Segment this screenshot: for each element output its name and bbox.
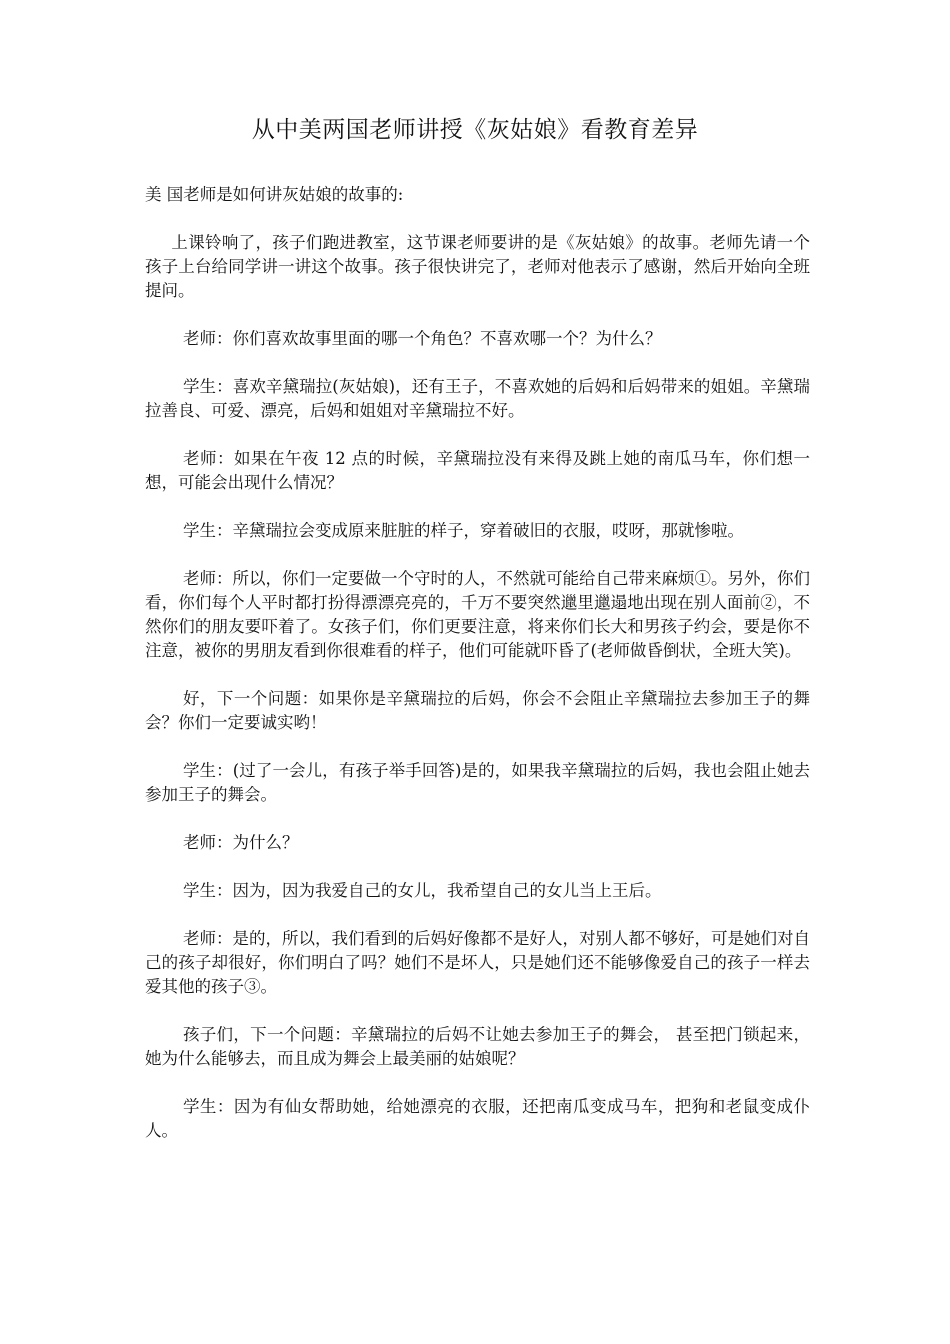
- paragraph-13: 学生：因为有仙女帮助她，给她漂亮的衣服，还把南瓜变成马车，把狗和老鼠变成仆人。: [145, 1097, 810, 1140]
- document-body: [145, 183, 810, 1167]
- paragraph-6: 老师：所以，你们一定要做一个守时的人，不然就可能给自己带来麻烦①。另外，你们看，你们每个人平时都打扮得漂漂亮亮的，千万不要突然邋里邋遢地出现在别人面前②，不然你们的朋友要吓着了。女孩子们，你们更要注意，将来你们长大和男孩子约会，要是你不注意，被你的男朋友看到你很难看的样子，他们可能就吓昏了(老师做昏倒状，全班大笑)。: [145, 569, 810, 660]
- document-title: 从中美两国老师讲授《灰姑娘》看教育差异: [251, 117, 699, 143]
- paragraph-1: 上课铃响了，孩子们跑进教室，这节课老师要讲的是《灰姑娘》的故事。老师先请一个孩子上台给同学讲一讲这个故事。孩子很快讲完了，老师对他表示了感谢，然后开始向全班提问。: [145, 233, 810, 300]
- intro-line: 美 国老师是如何讲灰姑娘的故事的:: [145, 185, 404, 204]
- paragraph-9: 老师：为什么？: [182, 833, 299, 852]
- paragraph-5: 学生：辛黛瑞拉会变成原来脏脏的样子，穿着破旧的衣服，哎呀，那就惨啦。: [182, 521, 744, 540]
- paragraph-8: 学生：(过了一会儿，有孩子举手回答)是的，如果我辛黛瑞拉的后妈，我也会阻止她去参加王子的舞会。: [145, 761, 810, 804]
- paragraph-3: 学生：喜欢辛黛瑞拉(灰姑娘)，还有王子，不喜欢她的后妈和后妈带来的姐姐。辛黛瑞拉善良、可爱、漂亮，后妈和姐姐对辛黛瑞拉不好。: [145, 377, 810, 420]
- paragraph-4: 老师：如果在午夜 12 点的时候，辛黛瑞拉没有来得及跳上她的南瓜马车，你们想一想，可能会出现什么情况？: [145, 449, 810, 492]
- paragraph-11: 老师：是的，所以，我们看到的后妈好像都不是好人，对别人都不够好，可是她们对自己的孩子却很好，你们明白了吗？她们不是坏人，只是她们还不能够像爱自己的孩子一样去爱其他的孩子③。: [145, 929, 810, 996]
- paragraph-12: 孩子们，下一个问题：辛黛瑞拉的后妈不让她去参加王子的舞会， 甚至把门锁起来，她为什么能够去，而且成为舞会上最美丽的姑娘呢？: [145, 1025, 810, 1068]
- paragraph-2: 老师：你们喜欢故事里面的哪一个角色？不喜欢哪一个？为什么？: [182, 329, 662, 348]
- paragraph-10: 学生：因为，因为我爱自己的女儿，我希望自己的女儿当上王后。: [182, 881, 662, 900]
- paragraph-7: 好，下一个问题：如果你是辛黛瑞拉的后妈，你会不会阻止辛黛瑞拉去参加王子的舞会？你们一定要诚实哟！: [145, 689, 810, 732]
